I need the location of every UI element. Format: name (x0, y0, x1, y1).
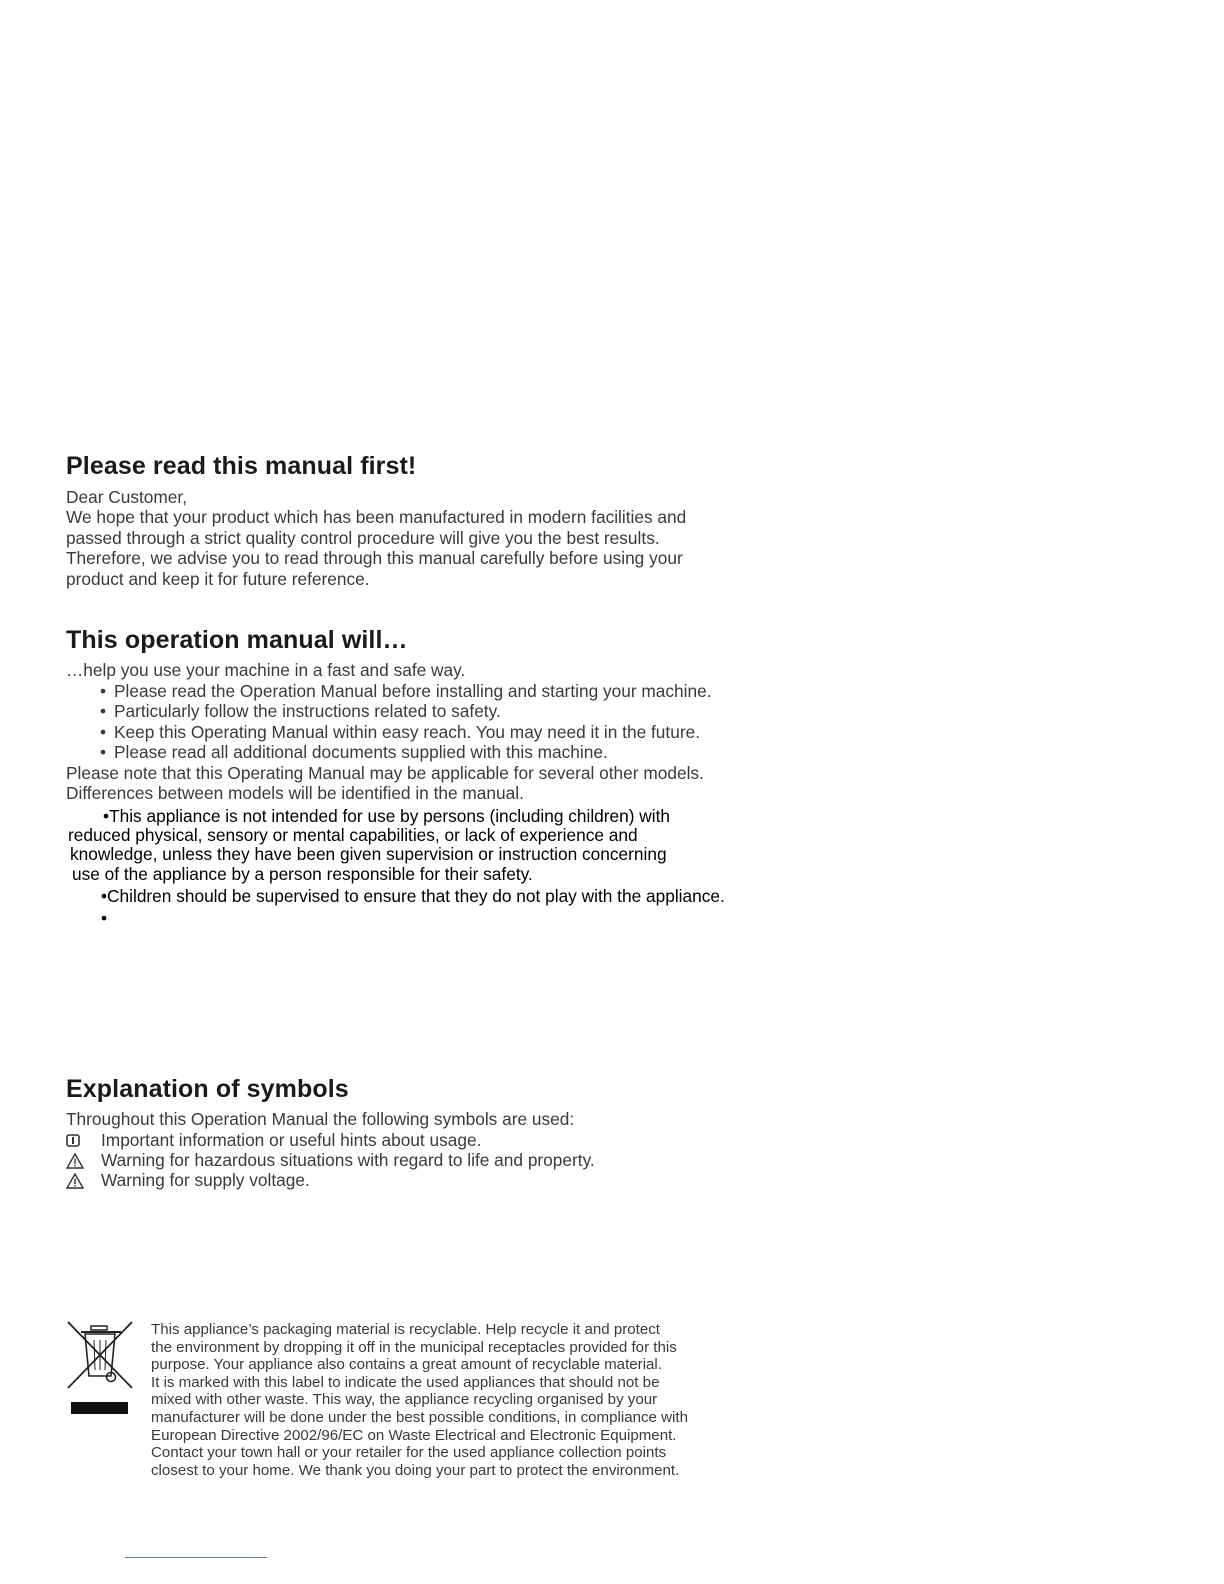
text-line: the environment by dropping it off in the municipal receptacles provided for this (151, 1338, 677, 1356)
bullet-text: Keep this Operating Manual within easy reach. You may need it in the future. (114, 721, 701, 742)
symbols-list (66, 1130, 595, 1191)
models-note (66, 763, 704, 804)
heading-explanation-of-symbols: Explanation of symbols (66, 1075, 349, 1103)
text-line: It is marked with this label to indicate the used appliances that should not be (151, 1373, 660, 1391)
footer-rule (125, 1557, 267, 1558)
symbol-text: Warning for supply voltage. (101, 1170, 310, 1191)
text-line: Please note that this Operating Manual may be applicable for several other models. (66, 763, 704, 783)
text-line: mixed with other waste. This way, the appliance recycling organised by your (151, 1391, 658, 1409)
text-line: European Directive 2002/96/EC on Waste Electrical and Electronic Equipment. (151, 1426, 677, 1444)
bullet-item: • Keep this Operating Manual within easy reach. You may need it in the future. (100, 721, 701, 742)
text-line: Differences between models will be identified in the manual. (66, 783, 524, 804)
text-line: We hope that your product which has been manufactured in modern facilities and (66, 507, 687, 528)
heading-read-manual-first: Please read this manual first! (66, 452, 417, 480)
warning-icon (66, 1173, 101, 1189)
text-line: Dear Customer, (66, 487, 188, 507)
text-line: Therefore, we advise you to read through this manual carefully before using your (66, 548, 683, 569)
symbols-intro: Throughout this Operation Manual the following symbols are used: (66, 1109, 575, 1129)
symbol-row (66, 1130, 595, 1150)
operation-manual-intro: …help you use your machine in a fast and safe way. (66, 660, 466, 680)
symbol-row (66, 1171, 595, 1191)
symbol-text: Important information or useful hints about usage. (101, 1129, 482, 1150)
bullet-item: • Particularly follow the instructions related to safety. (100, 701, 501, 722)
operation-bullet-list (100, 681, 712, 763)
safety-line: knowledge, unless they have been given supervision or instruction concerning (70, 844, 667, 864)
bullet-text: Particularly follow the instructions related to safety. (114, 701, 501, 722)
text-line: This appliance’s packaging material is recyclable. Help recycle it and protect (151, 1321, 660, 1338)
text-line: passed through a strict quality control procedure will give you the best results. (66, 527, 660, 548)
safety-line: •This appliance is not intended for use by persons (including children) with (103, 806, 671, 826)
empty-bullet: • (101, 908, 108, 928)
children-supervision-line: •Children should be supervised to ensure that they do not play with the appliance. (101, 886, 725, 906)
text-line: product and keep it for future reference. (66, 568, 370, 589)
symbol-text: Warning for hazardous situations with regard to life and property. (101, 1150, 595, 1171)
bullet-item: • Please read all additional documents supplied with this machine. (100, 742, 608, 763)
symbol-row (66, 1150, 595, 1170)
bullet-item: • Please read the Operation Manual before installing and starting your machine. (100, 681, 712, 701)
safety-line: reduced physical, sensory or mental capabilities, or lack of experience and (68, 825, 638, 845)
safety-line: use of the appliance by a person responsible for their safety. (72, 864, 533, 884)
text-line: Contact your town hall or your retailer for the used appliance collection points (151, 1444, 667, 1462)
warning-icon (66, 1153, 101, 1169)
intro-paragraph (66, 487, 686, 589)
heading-operation-manual: This operation manual will… (66, 626, 408, 654)
bullet-text: Please read all additional documents supplied with this machine. (114, 742, 608, 763)
weee-crossed-bin-icon (66, 1320, 136, 1416)
recycling-paragraph (151, 1321, 688, 1479)
bullet-text: Please read the Operation Manual before installing and starting your machine. (114, 681, 712, 701)
info-icon (66, 1134, 101, 1147)
text-line: purpose. Your appliance also contains a great amount of recyclable material. (151, 1356, 662, 1374)
text-line: manufacturer will be done under the best possible conditions, in compliance with (151, 1408, 688, 1426)
text-line: closest to your home. We thank you doing your part to protect the environment. (151, 1461, 680, 1479)
